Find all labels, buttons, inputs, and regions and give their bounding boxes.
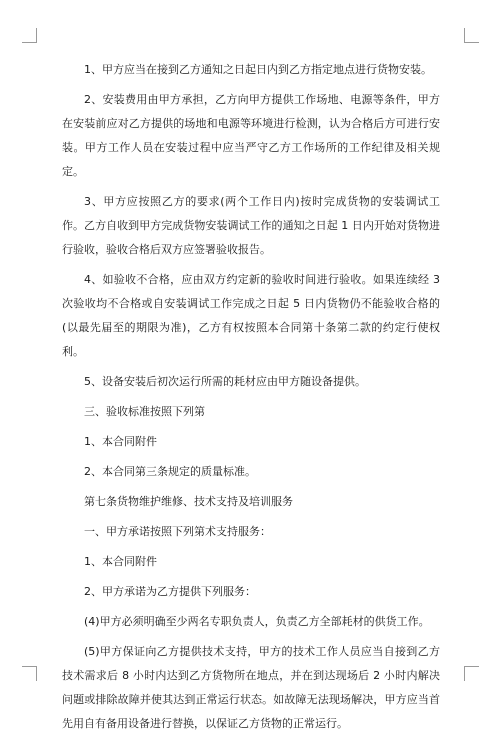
document-body [62,58,440,736]
section-heading-support: 一、甲方承诺按照下列第术支持服务： [84,525,271,538]
crop-mark-top-left [22,28,37,43]
crop-mark-top-right [464,28,479,43]
crop-mark-bottom-left [22,666,37,681]
paragraph-13: (4)甲方必须明确至少两名专职负责人，负责乙方全部耗材的供货工作。 [84,615,430,628]
paragraph-1: 1、甲方应当在接到乙方通知之日起日内到乙方指定地点进行货物安装。 [84,63,432,76]
paragraph-8: 2、本合同第三条规定的质量标准。 [84,465,256,478]
paragraph-11: 1、本合同附件 [84,555,157,568]
paragraph-14: (5)甲方保证向乙方提供技术支持，甲方的技术工作人员应当自接到乙方技术需求后 8 小时内达到乙方货物所在地点，并在到达现场后 2 小时内解决问题或排除故障并使其达到正常运行状态。如故障无法现场解决，甲方应当首先用自有备用设备进行替换，以保证乙方货物的正常运行。 [62,645,440,730]
paragraph-7: 1、本合同附件 [84,435,157,448]
article-heading-7: 第七条货物维护维修、技术支持及培训服务 [84,495,293,508]
section-heading-acceptance: 三、验收标准按照下列第 [84,405,205,418]
paragraph-2: 2、安装费用由甲方承担，乙方向甲方提供工作场地、电源等条件，甲方在安装前应对乙方提供的场地和电源等环境进行检测，认为合格后方可进行安装。甲方工作人员在安装过程中应当严守乙方工作场所的工作纪律及相关规定。 [62,93,440,178]
paragraph-3: 3、甲方应按照乙方的要求(两个工作日内)按时完成货物的安装调试工作。乙方自收到甲方完成货物安装调试工作的通知之日起 1 日内开始对货物进行验收，验收合格后双方应签署验收报告。 [62,195,440,256]
paragraph-5: 5、设备安装后初次运行所需的耗材应由甲方随设备提供。 [84,375,366,388]
crop-mark-bottom-right [464,666,479,681]
paragraph-12: 2、甲方承诺为乙方提供下列服务： [84,585,256,598]
paragraph-4: 4、如验收不合格，应由双方约定新的验收时间进行验收。如果连续经 3 次验收均不合格或自安装调试工作完成之日起 5 日内货物仍不能验收合格的(以最先届至的期限为准)，乙方有权按照本合同第十条第二款的约定行使权利。 [62,273,440,358]
